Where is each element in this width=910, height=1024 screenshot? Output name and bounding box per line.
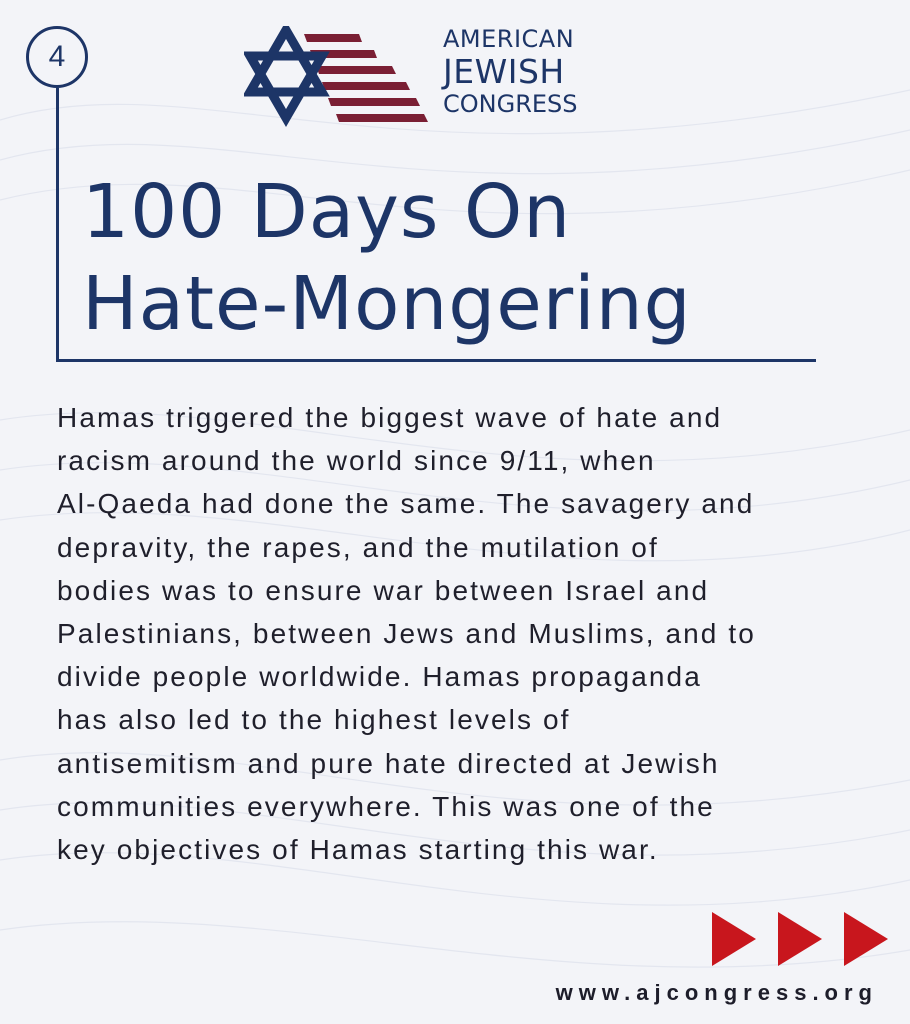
title-line-2: Hate-Mongering bbox=[82, 261, 692, 347]
triple-play-arrows-icon[interactable] bbox=[712, 910, 888, 968]
body-line: Palestinians, between Jews and Muslims, and to bbox=[57, 618, 756, 650]
body-line: communities everywhere. This was one of the bbox=[57, 790, 715, 822]
star-of-david-flag-icon bbox=[244, 26, 434, 130]
body-line: antisemitism and pure hate directed at Jewish bbox=[57, 747, 720, 779]
body-line: racism around the world since 9/11, when bbox=[57, 445, 656, 477]
body-line: bodies was to ensure war between Israel and bbox=[57, 574, 710, 606]
body-line: depravity, the rapes, and the mutilation of bbox=[57, 531, 659, 563]
logo-line-american: AMERICAN bbox=[443, 25, 575, 53]
play-arrow-icon bbox=[712, 912, 756, 966]
body-line: has also led to the highest levels of bbox=[57, 704, 571, 736]
body-paragraph bbox=[57, 396, 897, 871]
website-url[interactable]: www.ajcongress.org bbox=[555, 980, 878, 1005]
play-arrow-icon bbox=[844, 912, 888, 966]
page-number-badge bbox=[26, 26, 88, 88]
body-line: key objectives of Hamas starting this war. bbox=[57, 834, 659, 866]
logo-line-congress: CONGRESS bbox=[443, 90, 578, 118]
body-line: Al-Qaeda had done the same. The savagery and bbox=[57, 488, 755, 520]
frame-vertical-line bbox=[56, 88, 59, 362]
title-line-1: 100 Days On bbox=[82, 169, 572, 255]
play-arrow-icon bbox=[778, 912, 822, 966]
page-title bbox=[82, 166, 692, 350]
logo-line-jewish: JEWISH bbox=[443, 52, 565, 91]
organization-logo-text bbox=[443, 27, 578, 116]
body-line: Hamas triggered the biggest wave of hate and bbox=[57, 402, 723, 433]
page-number: 4 bbox=[48, 40, 66, 73]
frame-horizontal-line bbox=[56, 359, 816, 362]
body-line: divide people worldwide. Hamas propaganda bbox=[57, 661, 702, 693]
